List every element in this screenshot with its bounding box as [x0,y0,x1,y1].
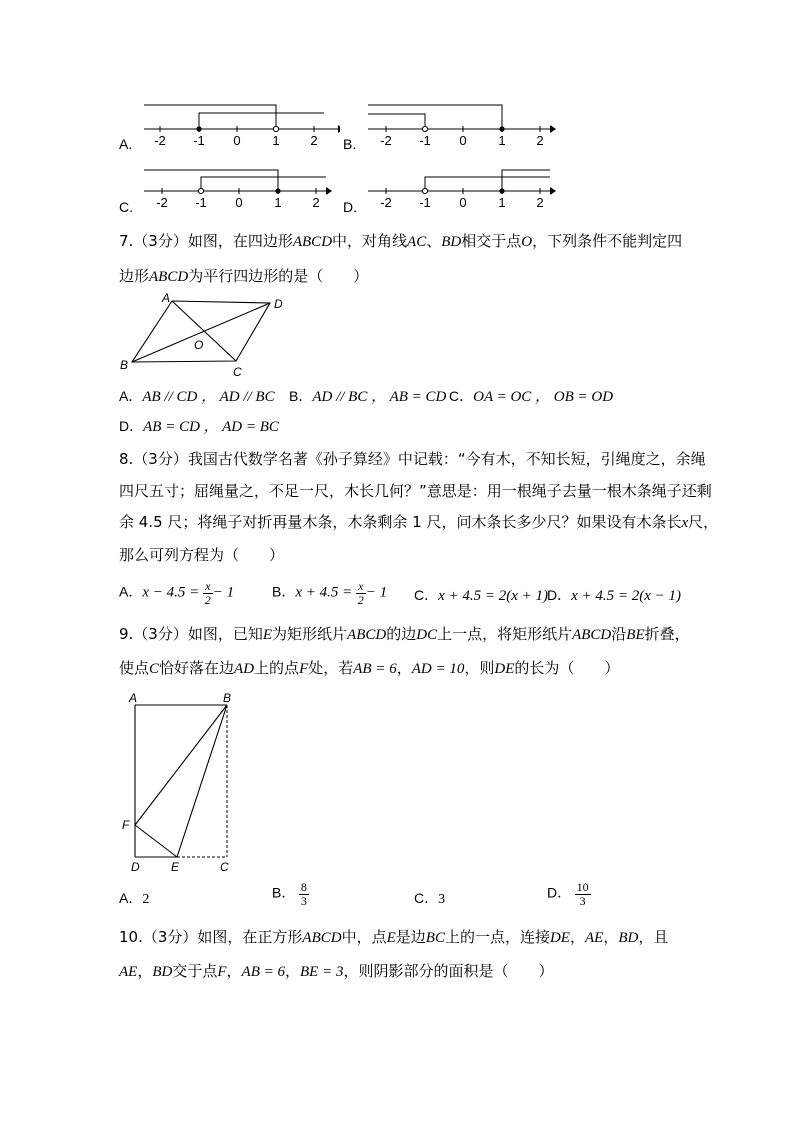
q8-option-b[interactable]: B．x + 4.5 = $\frac{x}{2}$ − 1 [272,579,388,607]
q8-stem-line3: 余 4.5 尺；将绳子对折再量木条，木条剩余 1 尺，问木条长多少尺？如果设有木条长x尺， [119,513,719,531]
svg-text:A: A [162,291,171,305]
q9-option-b[interactable]: B． $\frac{8}{3}$ [272,880,307,908]
svg-text:-2: -2 [156,195,168,210]
svg-text:F: F [122,818,130,832]
svg-text:0: 0 [233,133,241,148]
q6-option-c-numberline[interactable] [140,164,340,218]
q7-option-b[interactable]: B．AD // BC ， AB = CD [289,388,447,405]
q7-stem-line1: 7.（3分）如图，在四边形ABCD中，对角线AC、BD相交于点O，下列条件不能判定四 [119,232,683,250]
svg-text:2: 2 [536,133,544,148]
svg-text:1: 1 [498,133,506,148]
svg-text:0: 0 [459,195,467,210]
q9-option-d[interactable]: D． $\frac{10}{3}$ [547,880,589,908]
q9-stem-line2: 使点C恰好落在边AD上的点F处，若AB = 6，AD = 10，则DE的长为（ ） [119,659,620,677]
q6-option-b-numberline[interactable] [364,98,564,152]
q8-stem-line2: 四尺五寸；屈绳量之，不足一尺，木长几何？”意思是：用一根绳子去量一根木条绳子还剩 [119,482,712,500]
q6-option-b-label[interactable]: B. [343,136,357,152]
arrow-icon [338,125,340,133]
q8-option-d[interactable]: D．x + 4.5 = 2(x − 1) [547,587,682,604]
q9-option-a[interactable]: A．2 [119,890,150,907]
q6-option-d-numberline[interactable] [364,164,564,218]
svg-text:-1: -1 [193,133,205,148]
q9-option-c[interactable]: C．3 [414,890,446,907]
q7-parallelogram-figure [112,290,302,382]
q6-option-d-label[interactable]: D. [343,199,357,215]
q7-option-c[interactable]: C．OA = OC ， OB = OD [449,388,614,405]
svg-text:B: B [223,691,232,705]
svg-text:2: 2 [310,133,318,148]
arrow-icon [550,125,556,133]
svg-text:-1: -1 [419,133,431,148]
q6-option-a-label[interactable]: A. [119,136,133,152]
svg-text:2: 2 [536,195,544,210]
svg-text:C: C [233,365,242,379]
q10-stem-line1: 10.（3分）如图，在正方形ABCD中，点E是边BC上的一点，连接DE，AE，BD，且 [119,928,669,946]
svg-text:D: D [131,860,140,874]
svg-text:0: 0 [235,195,243,210]
svg-text:A: A [129,691,138,705]
svg-text:B: B [120,358,129,372]
q8-option-a[interactable]: A．x − 4.5 = $\frac{x}{2}$ − 1 [119,579,235,607]
q7-stem-line2: 边形ABCD为平行四边形的是（ ） [119,267,369,285]
q6-option-a-numberline[interactable] [140,98,340,152]
svg-text:D: D [274,297,283,311]
svg-text:1: 1 [498,195,506,210]
svg-text:1: 1 [272,133,280,148]
q8-option-c[interactable]: C．x + 4.5 = 2(x + 1) [414,587,549,604]
svg-text:-2: -2 [380,133,392,148]
q9-stem-line1: 9.（3分）如图，已知E为矩形纸片ABCD的边DC上一点，将矩形纸片ABCD沿BE折叠， [119,625,690,643]
svg-text:-1: -1 [419,195,431,210]
arrow-icon [326,187,332,195]
q7-option-a[interactable]: A．AB // CD ， AD // BC [119,388,275,405]
arrow-icon [550,187,556,195]
q7-option-d[interactable]: D．AB = CD ， AD = BC [119,418,279,435]
svg-text:0: 0 [459,133,467,148]
q8-stem-line4: 那么可列方程为（ ） [119,546,285,564]
q9-rectangle-figure [112,688,252,878]
q10-stem-line2: AE，BD交于点F，AB = 6，BE = 3，则阴影部分的面积是（ ） [119,962,554,980]
svg-text:-2: -2 [154,133,166,148]
svg-text:2: 2 [312,195,320,210]
svg-text:C: C [220,860,229,874]
svg-text:O: O [194,338,204,352]
q8-stem-line1: 8.（3分）我国古代数学名著《孙子算经》中记载：“今有木，不知长短，引绳度之，余绳 [119,450,706,468]
q6-option-c-label[interactable]: C. [119,199,133,215]
svg-text:-2: -2 [380,195,392,210]
svg-text:-1: -1 [195,195,207,210]
svg-text:E: E [171,860,180,874]
svg-text:1: 1 [274,195,282,210]
